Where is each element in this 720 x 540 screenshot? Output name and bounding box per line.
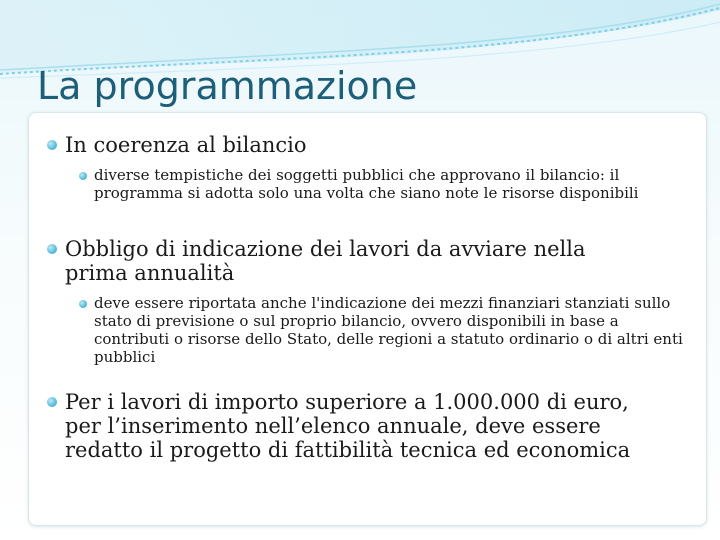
- bullet-item-2-text: Obbligo di indicazione dei lavori da avviare nella prima annualità: [65, 237, 586, 285]
- bullet-item-1-text: In coerenza al bilancio: [65, 133, 307, 157]
- sub-item-2-text: deve essere riportata anche l'indicazione dei mezzi finanziari stanziati sullo stato di previsione o sul proprio bilancio, ovvero disponibili in base a contributi o risorse dello Stato, delle regioni a statuto ordinario o di altri enti pubblici: [94, 294, 683, 366]
- sub-item-1-text: diverse tempistiche dei soggetti pubblici che approvano il bilancio: il programma si adotta solo una volta che siano note le risorse disponibili: [94, 166, 639, 202]
- bullet-icon: [47, 244, 57, 254]
- bullet-icon: [47, 397, 57, 407]
- bullet-item-3-text: Per i lavori di importo superiore a 1.000.000 di euro, per l’inserimento nell’elenco annuale, deve essere redatto il progetto di fattibilità tecnica ed economica: [65, 390, 631, 462]
- sub-bullet-icon: [79, 172, 87, 180]
- sub-bullet-icon: [79, 300, 87, 308]
- slide-title: La programmazione: [37, 64, 418, 108]
- bullet-icon: [47, 140, 57, 150]
